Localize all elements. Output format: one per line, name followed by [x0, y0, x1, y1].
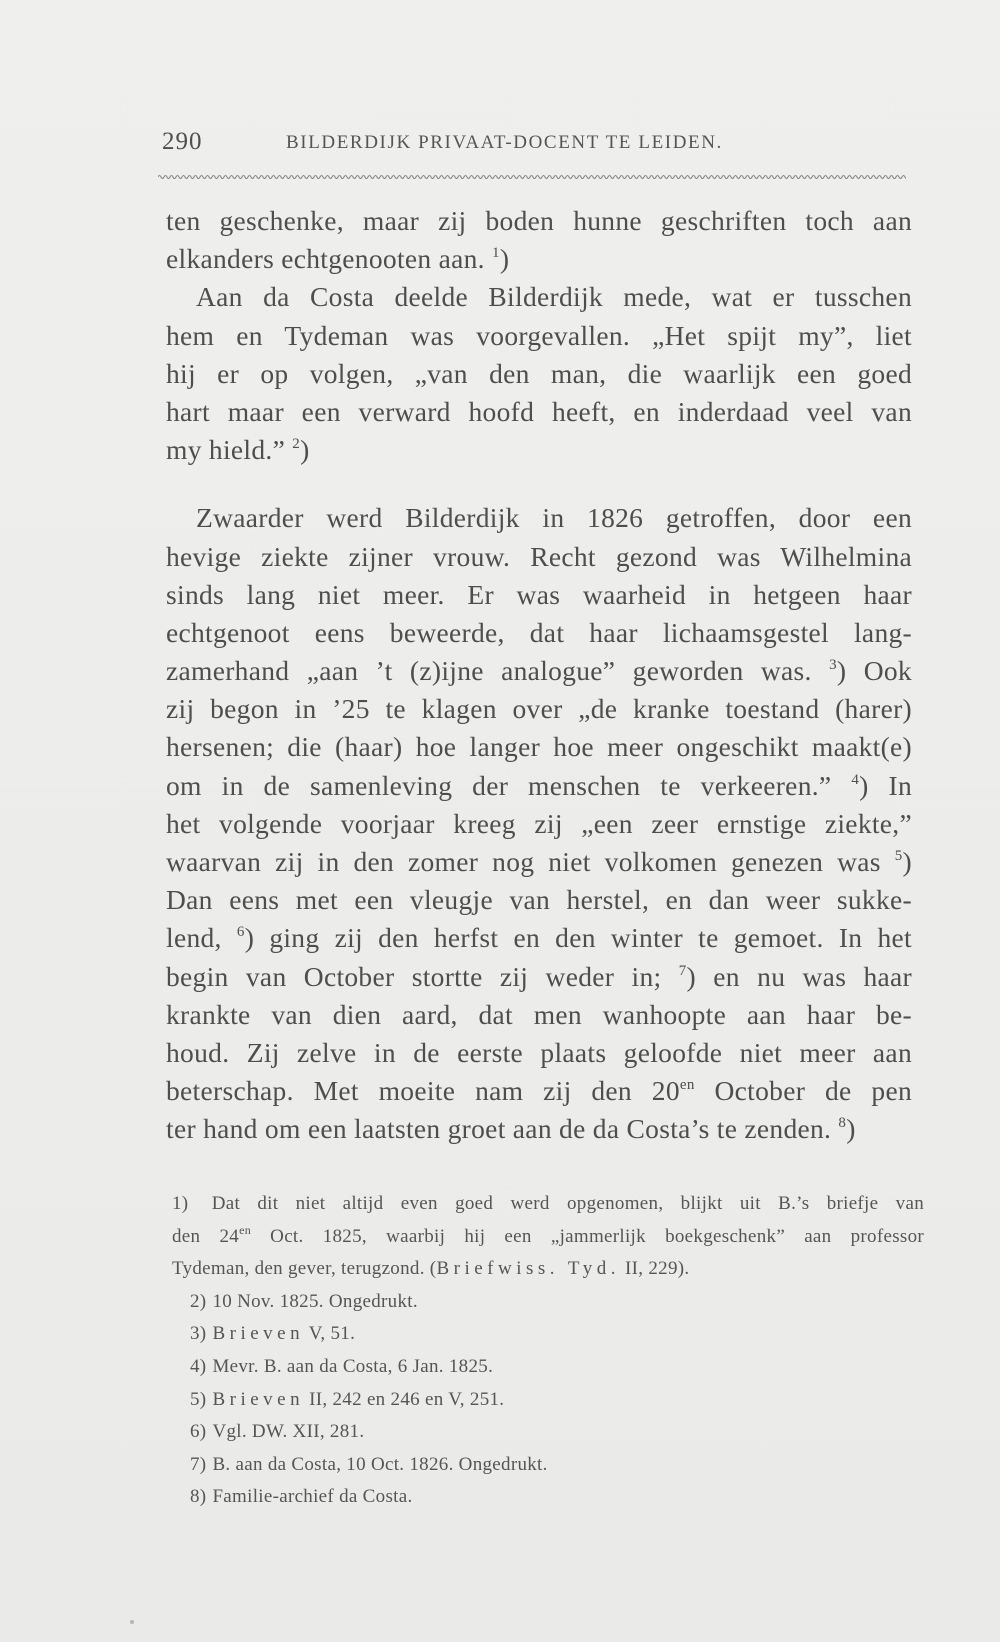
body-line-text: krankte van dien aard, dat men wanhoopte aan haar be- [166, 998, 912, 1030]
footnote-text: Oct. 1825, waarbij hij een „jammerlijk boekgeschenk” aan professor [251, 1225, 925, 1247]
footnotes [172, 1188, 924, 1514]
body-line [166, 202, 912, 240]
body-line [166, 881, 912, 919]
footnote-1-line-1 [172, 1188, 924, 1221]
body-line-text: hem en Tydeman was voorgevallen. „Het spijt my”, liet [166, 319, 912, 351]
footnote-7 [172, 1449, 924, 1482]
body-line-text: hart maar een verward hoofd heeft, en inderdaad veel van [166, 395, 912, 427]
footnote-text: den 24 [172, 1225, 240, 1247]
footnote-text: V, 51. [304, 1323, 356, 1345]
footnote-marker: 1 [492, 245, 500, 262]
page-number: 290 [162, 128, 203, 155]
footnote-spaced-text: Brieven [212, 1388, 305, 1410]
footnote-text: Tydeman, den gever, terugzond. ( [172, 1258, 437, 1280]
footnote-marker: 2 [292, 436, 301, 453]
footnote-marker: 8 [838, 1115, 847, 1132]
body-line-text: ) [300, 434, 310, 466]
body-line [166, 355, 912, 393]
body-line-text: my hield.” [166, 434, 293, 466]
footnote-text: Dat dit niet altijd even goed werd opgenomen, blijkt uit B.’s briefje van [211, 1193, 924, 1214]
footnote-marker: 6 [236, 924, 245, 941]
body-line [166, 1072, 912, 1110]
body-line-text: het volgende voorjaar kreeg zij „een zeer ernstige ziekte,” [166, 807, 912, 839]
body-line [166, 317, 912, 355]
body-line-text: hersenen; die (haar) hoe langer hoe meer ongeschikt maakt(e) [166, 731, 912, 763]
body-line-text: begin van October stortte zij weder in; [166, 960, 679, 992]
body-line-text: beterschap. Met moeite nam zij den 20 [166, 1075, 680, 1107]
body-line-text: ) ging zij den herfst en den winter te gemoet. In het [244, 922, 912, 954]
body-line [166, 538, 912, 576]
footnote-number: 8) [190, 1486, 207, 1508]
body-line-text: ) en nu was haar [686, 960, 913, 992]
body-line [166, 919, 912, 957]
footnote-6 [172, 1416, 924, 1449]
body-line [166, 805, 912, 843]
footnote-text: Mevr. B. aan da Costa, 6 Jan. 1825. [212, 1355, 494, 1377]
body-line-text: lend, [166, 922, 237, 954]
body-line [166, 996, 912, 1034]
body-line [166, 1034, 912, 1072]
body-line [166, 431, 912, 469]
running-head [162, 128, 904, 162]
body-line-text: hij er op volgen, „van den man, die waarlijk een goed [166, 357, 912, 389]
wavy-rule-ornament [158, 172, 906, 182]
body-line-text: houd. Zij zelve in de eerste plaats geloofde niet meer aan [166, 1036, 912, 1068]
footnote-text: 10 Nov. 1825. Ongedrukt. [212, 1290, 418, 1312]
body-line [166, 614, 912, 652]
footnote-number: 5) [190, 1388, 207, 1410]
footnote-text: B. aan da Costa, 10 Oct. 1826. Ongedrukt. [212, 1453, 548, 1475]
body-line [166, 843, 912, 881]
body-line-text: ten geschenke, maar zij boden hunne geschriften toch aan [166, 205, 912, 236]
footnote-number: 1) [172, 1193, 189, 1214]
body-line-text: ter hand om een laatsten groet aan de da Costa’s te zenden. [166, 1113, 839, 1145]
body-line-text: October de pen [694, 1075, 912, 1107]
footnote-4 [172, 1351, 924, 1384]
footnote-number: 6) [190, 1421, 207, 1443]
footnote-marker: en [679, 1077, 695, 1094]
footnote-spaced-text: Brieven [212, 1323, 305, 1345]
footnote-1-line-2 [172, 1221, 924, 1254]
running-title: BILDERDIJK PRIVAAT-DOCENT TE LEIDEN. [286, 132, 723, 153]
footnote-5 [172, 1384, 924, 1417]
body-line [166, 652, 912, 690]
footnote-3 [172, 1318, 924, 1351]
body-line-text: om in de samenleving der menschen te verkeeren.” [166, 769, 852, 801]
body-line-text: ) Ook [836, 655, 912, 687]
footnote-number: 2) [190, 1290, 207, 1312]
footnote-marker: 4 [851, 771, 860, 788]
body-line-text: ) [846, 1113, 856, 1145]
footnote-marker: 5 [894, 848, 903, 864]
footnote-text: II, 229). [619, 1258, 690, 1280]
body-line-text: hevige ziekte zijner vrouw. Recht gezond was Wilhelmina [166, 540, 912, 572]
footnote-number: 4) [190, 1355, 207, 1377]
body-text [166, 202, 912, 1149]
body-line [166, 240, 912, 278]
footnote-marker: 3 [829, 657, 837, 674]
footnote-text: Vgl. DW. XII, 281. [212, 1421, 365, 1443]
body-line-text: ) In [859, 769, 912, 801]
body-line [166, 278, 912, 316]
body-line-text: waarvan zij in den zomer nog niet volkomen genezen was [166, 846, 895, 877]
body-line [166, 393, 912, 431]
body-line-text: ) [499, 243, 510, 275]
footnote-superscript: en [239, 1222, 252, 1237]
body-line-text: Aan da Costa deelde Bilderdijk mede, wat er tusschen [196, 281, 912, 313]
body-line [166, 958, 912, 996]
footnote-2 [172, 1286, 924, 1319]
body-line-text: elkanders echtgenooten aan. [166, 243, 493, 275]
paragraph-gap [166, 469, 912, 499]
body-line [166, 767, 912, 805]
footnote-number: 3) [190, 1323, 207, 1345]
paper-speck [130, 1620, 134, 1624]
body-line-text: sinds lang niet meer. Er was waarheid in hetgeen haar [166, 578, 912, 610]
body-line-text: Dan eens met een vleugje van herstel, en dan weer sukke- [166, 884, 912, 916]
body-line-text: ) [902, 846, 912, 877]
footnote-spaced-text: Briefwiss. Tyd. [436, 1258, 620, 1280]
body-line [166, 690, 912, 728]
body-line-text: echtgenoot eens beweerde, dat haar lichaamsgestel lang- [166, 616, 912, 648]
footnote-text: Familie-archief da Costa. [212, 1486, 413, 1508]
footnote-text: II, 242 en 246 en V, 251. [304, 1388, 505, 1410]
body-line-text: zij begon in ’25 te klagen over „de kranke toestand (harer) [166, 693, 912, 725]
body-line [166, 1110, 912, 1148]
footnote-number: 7) [190, 1453, 207, 1475]
body-line-text: Zwaarder werd Bilderdijk in 1826 getroffen, door een [196, 502, 912, 534]
footnote-marker: 7 [678, 962, 687, 979]
body-line [166, 728, 912, 766]
body-line [166, 576, 912, 614]
body-line [166, 499, 912, 537]
footnote-1-line-3 [172, 1253, 924, 1286]
footnote-8 [172, 1481, 924, 1514]
body-line-text: zamerhand „aan ’t (z)ijne analogue” geworden was. [166, 655, 830, 687]
